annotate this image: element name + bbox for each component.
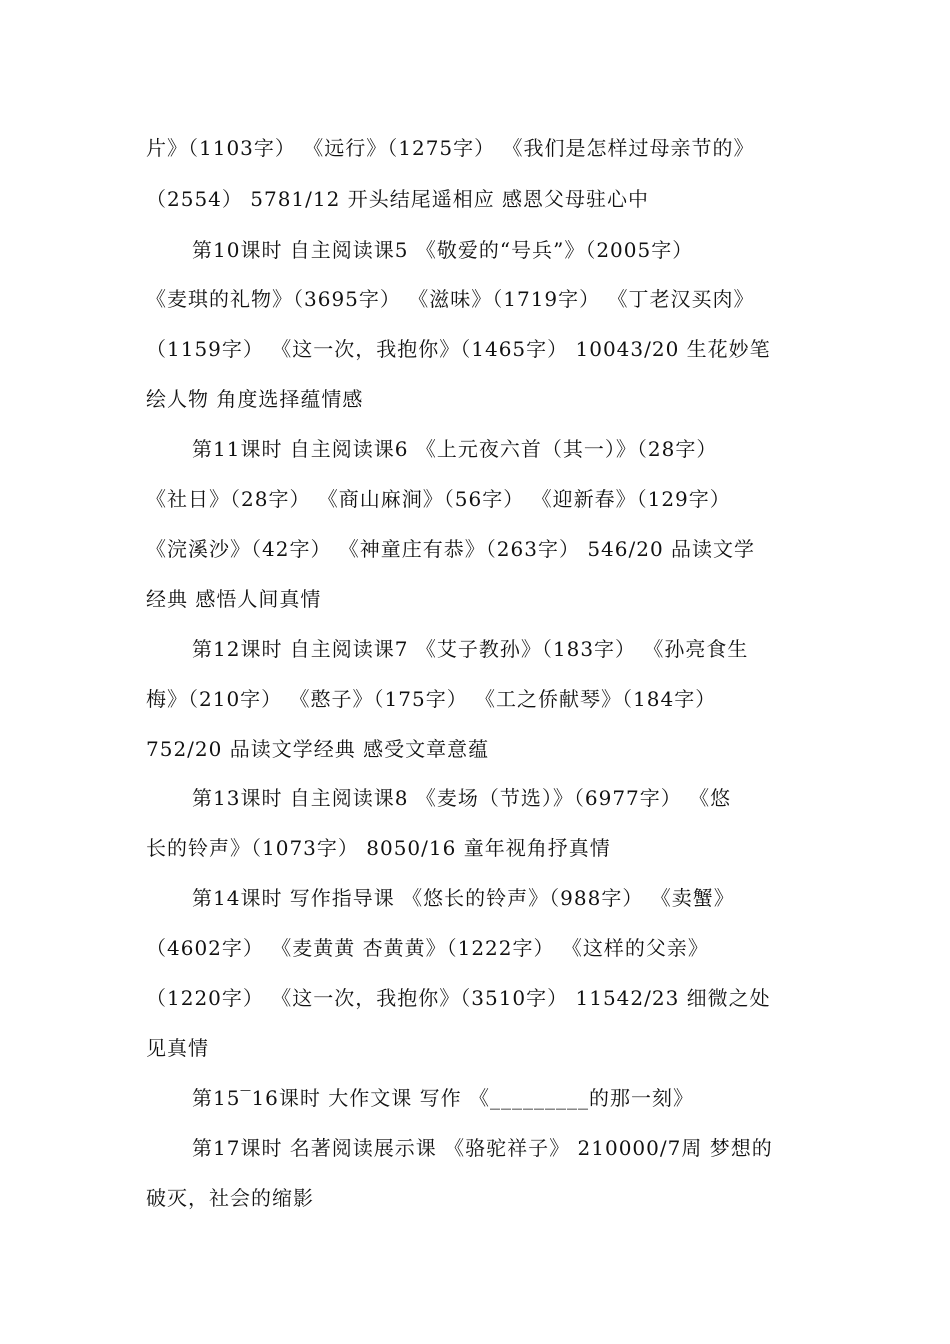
text-line: 第11课时 自主阅读课6 《上元夜六首（其一）》（28字） <box>192 437 718 461</box>
text-line: 《浣溪沙》（42字） 《神童庄有恭》（263字） 546/20 品读文学 <box>146 537 756 561</box>
text-line: 见真情 <box>146 1036 209 1060</box>
text-line: 经典 感悟人间真情 <box>146 587 322 611</box>
text-line: （1220字） 《这一次，我抱你》（3510字） 11542/23 细微之处 <box>146 986 771 1010</box>
text-line: 第13课时 自主阅读课8 《麦场（节选）》（6977字） 《悠 <box>192 786 732 810</box>
text-line: （1159字） 《这一次，我抱你》（1465字） 10043/20 生花妙笔 <box>146 337 771 361</box>
text-line: 绘人物 角度选择蕴情感 <box>146 387 364 411</box>
text-line: 第14课时 写作指导课 《悠长的铃声》（988字） 《卖蟹》 <box>192 886 735 910</box>
text-line: 梅》（210字） 《憨子》（175字） 《工之侨献琴》（184字） <box>146 687 717 711</box>
text-line: 752/20 品读文学经典 感受文章意蕴 <box>146 737 490 761</box>
text-line: 《社日》（28字） 《商山麻涧》（56字） 《迎新春》（129字） <box>146 487 731 511</box>
text-line: （4602字） 《麦黄黄 杏黄黄》（1222字） 《这样的父亲》 <box>146 936 709 960</box>
text-line: 片》（1103字） 《远行》（1275字） 《我们是怎样过母亲节的》 <box>146 136 755 160</box>
text-line: 《麦琪的礼物》（3695字） 《滋味》（1719字） 《丁老汉买肉》 <box>146 287 755 311</box>
text-line: 破灭，社会的缩影 <box>146 1186 314 1210</box>
text-line: （2554） 5781/12 开头结尾遥相应 感恩父母驻心中 <box>146 187 650 211</box>
text-line: 长的铃声》（1073字） 8050/16 童年视角抒真情 <box>146 836 611 860</box>
text-line: 第10课时 自主阅读课5 《敬爱的“号兵”》（2005字） <box>192 238 694 262</box>
text-line: 第17课时 名著阅读展示课 《骆驼祥子》 210000/7周 梦想的 <box>192 1136 773 1160</box>
text-line: 第12课时 自主阅读课7 《艾子教孙》（183字） 《孙亮食生 <box>192 637 749 661</box>
text-line: 第15‾16课时 大作文课 写作 《_________的那一刻》 <box>192 1086 694 1110</box>
